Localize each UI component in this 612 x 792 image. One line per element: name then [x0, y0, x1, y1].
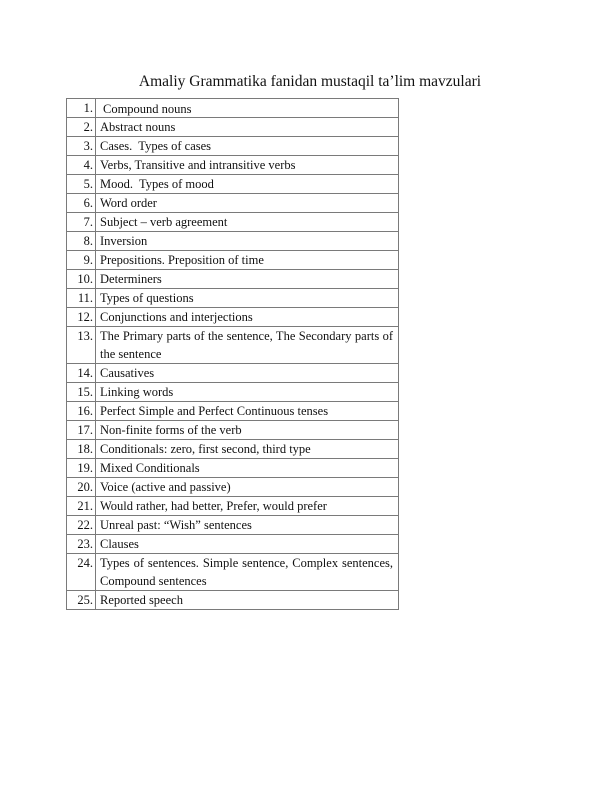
topic-cell: Causatives: [96, 364, 399, 383]
table-row: [67, 194, 399, 213]
topic-cell: Would rather, had better, Prefer, would prefer: [96, 497, 399, 516]
topics-table: [66, 98, 399, 610]
table-row: [67, 327, 399, 364]
table-row: [67, 118, 399, 137]
topic-cell: Verbs, Transitive and intransitive verbs: [96, 156, 399, 175]
row-number: 18.: [67, 440, 96, 459]
row-number: 17.: [67, 421, 96, 440]
topic-cell: Mixed Conditionals: [96, 459, 399, 478]
table-row: [67, 270, 399, 289]
topic-cell: Linking words: [96, 383, 399, 402]
row-number: 24.: [67, 554, 96, 591]
table-row: [67, 459, 399, 478]
row-number: 5.: [67, 175, 96, 194]
row-number: 16.: [67, 402, 96, 421]
table-row: [67, 591, 399, 610]
row-number: 15.: [67, 383, 96, 402]
table-row: [67, 99, 399, 118]
row-number: 13.: [67, 327, 96, 364]
topic-cell: Determiners: [96, 270, 399, 289]
topic-cell: Conjunctions and interjections: [96, 308, 399, 327]
row-number: 11.: [67, 289, 96, 308]
table-row: [67, 535, 399, 554]
topic-text: Compound nouns: [103, 102, 192, 116]
row-number: 4.: [67, 156, 96, 175]
row-number: 1.: [67, 99, 96, 118]
table-row: [67, 308, 399, 327]
table-row: [67, 383, 399, 402]
table-row: [67, 232, 399, 251]
table-row: [67, 402, 399, 421]
topics-table-body: [67, 99, 399, 610]
row-number: 8.: [67, 232, 96, 251]
table-row: [67, 156, 399, 175]
topic-cell: Unreal past: “Wish” sentences: [96, 516, 399, 535]
table-row: [67, 213, 399, 232]
row-number: 19.: [67, 459, 96, 478]
table-row: [67, 175, 399, 194]
topic-cell: Subject – verb agreement: [96, 213, 399, 232]
topic-cell: Word order: [96, 194, 399, 213]
row-number: 7.: [67, 213, 96, 232]
table-row: [67, 440, 399, 459]
table-row: [67, 516, 399, 535]
table-row: [67, 137, 399, 156]
topic-cell: [96, 99, 399, 118]
topic-cell: Types of sentences. Simple sentence, Complex sentences, Compound sentences: [96, 554, 399, 591]
topic-cell: Reported speech: [96, 591, 399, 610]
row-number: 9.: [67, 251, 96, 270]
table-row: [67, 364, 399, 383]
table-row: [67, 289, 399, 308]
row-number: 21.: [67, 497, 96, 516]
row-number: 22.: [67, 516, 96, 535]
table-row: [67, 497, 399, 516]
topic-cell: Types of questions: [96, 289, 399, 308]
page-title: Amaliy Grammatika fanidan mustaqil ta’lim mavzulari: [138, 73, 482, 90]
topic-cell: Inversion: [96, 232, 399, 251]
topic-cell: Prepositions. Preposition of time: [96, 251, 399, 270]
table-row: [67, 251, 399, 270]
table-row: [67, 478, 399, 497]
row-number: 3.: [67, 137, 96, 156]
row-number: 6.: [67, 194, 96, 213]
table-row: [67, 554, 399, 591]
row-number: 20.: [67, 478, 96, 497]
topic-cell: Clauses: [96, 535, 399, 554]
topic-cell: Cases. Types of cases: [96, 137, 399, 156]
table-row: [67, 421, 399, 440]
topic-cell: Voice (active and passive): [96, 478, 399, 497]
topic-cell: Abstract nouns: [96, 118, 399, 137]
row-number: 14.: [67, 364, 96, 383]
topic-cell: Conditionals: zero, first second, third type: [96, 440, 399, 459]
topic-cell: Perfect Simple and Perfect Continuous tenses: [96, 402, 399, 421]
row-number: 25.: [67, 591, 96, 610]
topic-cell: Mood. Types of mood: [96, 175, 399, 194]
row-number: 10.: [67, 270, 96, 289]
topic-cell: Non-finite forms of the verb: [96, 421, 399, 440]
row-number: 2.: [67, 118, 96, 137]
row-number: 12.: [67, 308, 96, 327]
row-number: 23.: [67, 535, 96, 554]
topic-cell: The Primary parts of the sentence, The Secondary parts of the sentence: [96, 327, 399, 364]
